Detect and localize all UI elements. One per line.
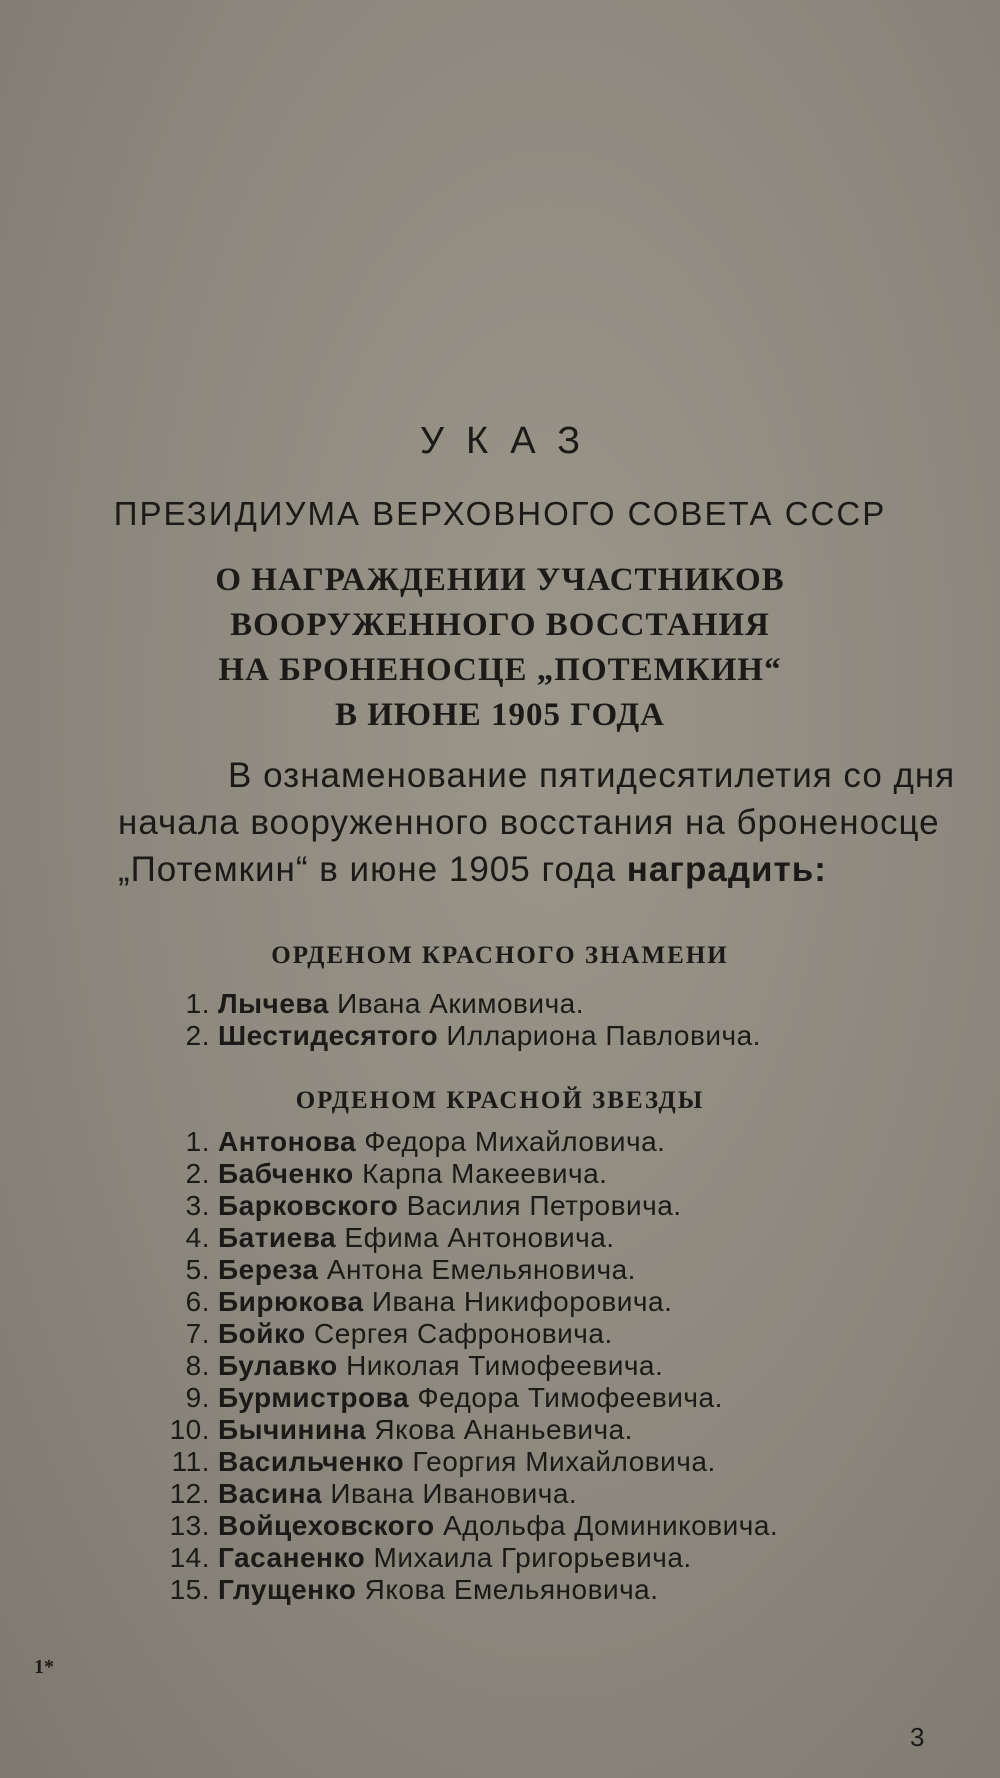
- list-item: [150, 1318, 778, 1350]
- recipient-name: Федора Тимофеевича.: [417, 1382, 723, 1413]
- item-number: 3.: [185, 1190, 210, 1221]
- item-number: 2.: [185, 1020, 210, 1051]
- item-number: 5.: [185, 1254, 210, 1285]
- list-item: [150, 1574, 778, 1606]
- intro-paragraph: [118, 752, 978, 893]
- document-issuer: ПРЕЗИДИУМА ВЕРХОВНОГО СОВЕТА СССР: [113, 495, 887, 532]
- heading-line: В ИЮНЕ 1905 ГОДА: [335, 697, 665, 733]
- heading-line: ВООРУЖЕННОГО ВОССТАНИЯ: [230, 607, 770, 643]
- recipient-name: Николая Тимофеевича.: [346, 1350, 664, 1381]
- recipient-surname: Лычева: [218, 988, 329, 1019]
- intro-line: [118, 846, 978, 893]
- recipient-surname: Войцеховского: [218, 1510, 435, 1541]
- recipient-name: Якова Емельяновича.: [364, 1574, 659, 1605]
- item-number: 7.: [185, 1318, 210, 1349]
- list-item: [150, 1158, 778, 1190]
- recipient-name: Ивана Никифоровича.: [371, 1286, 673, 1317]
- item-number: 13.: [169, 1510, 210, 1541]
- list-item: [150, 1126, 778, 1158]
- recipient-surname: Бойко: [218, 1318, 306, 1349]
- recipient-name: Ивана Акимовича.: [337, 988, 585, 1019]
- item-number: 10.: [169, 1414, 210, 1445]
- recipient-surname: Бычинина: [218, 1414, 367, 1445]
- recipient-surname: Гасаненко: [218, 1542, 366, 1573]
- intro-line: начала вооруженного восстания на броненосце: [118, 803, 940, 842]
- recipient-name: Якова Ананьевича.: [374, 1414, 633, 1445]
- recipient-name: Карпа Макеевича.: [362, 1158, 608, 1189]
- recipient-list-red-star: [150, 1126, 778, 1606]
- recipient-name: Василия Петровича.: [406, 1190, 682, 1221]
- document-title: УКАЗ: [419, 420, 603, 462]
- list-item: [150, 1510, 778, 1542]
- item-number: 14.: [169, 1542, 210, 1573]
- item-number: 15.: [169, 1574, 210, 1605]
- recipient-name: Михаила Григорьевича.: [373, 1542, 692, 1573]
- item-number: 9.: [185, 1382, 210, 1413]
- recipient-surname: Бирюкова: [218, 1286, 364, 1317]
- list-item: [150, 1222, 778, 1254]
- list-item: [150, 1254, 778, 1286]
- recipient-surname: Глущенко: [218, 1574, 357, 1605]
- recipient-surname: Булавко: [218, 1350, 338, 1381]
- recipient-name: Федора Михайловича.: [364, 1126, 666, 1157]
- recipient-surname: Васина: [218, 1478, 323, 1509]
- recipient-surname: Батиева: [218, 1222, 337, 1253]
- item-number: 2.: [185, 1158, 210, 1189]
- recipient-list-red-banner: [150, 988, 761, 1052]
- list-item: [150, 1542, 778, 1574]
- heading-line: О НАГРАЖДЕНИИ УЧАСТНИКОВ: [215, 562, 785, 598]
- recipient-surname: Бурмистрова: [218, 1382, 410, 1413]
- order-title-red-banner: ОРДЕНОМ КРАСНОГО ЗНАМЕНИ: [271, 942, 729, 969]
- recipient-name: Георгия Михайловича.: [412, 1446, 716, 1477]
- recipient-surname: Васильченко: [218, 1446, 405, 1477]
- recipient-surname: Береза: [218, 1254, 319, 1285]
- list-item: [150, 1020, 761, 1052]
- intro-verb: наградить:: [626, 850, 827, 889]
- signature-mark: 1*: [34, 1656, 54, 1678]
- list-item: [150, 988, 761, 1020]
- item-number: 4.: [185, 1222, 210, 1253]
- list-item: [150, 1446, 778, 1478]
- recipient-name: Ефима Антоновича.: [344, 1222, 615, 1253]
- item-number: 6.: [185, 1286, 210, 1317]
- item-number: 8.: [185, 1350, 210, 1381]
- page-number: 3: [910, 1722, 925, 1752]
- recipient-name: Ивана Ивановича.: [330, 1478, 578, 1509]
- recipient-surname: Шестидесятого: [218, 1020, 439, 1051]
- list-item: [150, 1190, 778, 1222]
- item-number: 12.: [169, 1478, 210, 1509]
- list-item: [150, 1350, 778, 1382]
- item-number: 1.: [185, 1126, 210, 1157]
- item-number: 1.: [185, 988, 210, 1019]
- recipient-name: Антона Емельяновича.: [326, 1254, 636, 1285]
- recipient-name: Сергея Сафроновича.: [313, 1318, 613, 1349]
- list-item: [150, 1414, 778, 1446]
- list-item: [150, 1382, 778, 1414]
- order-title-red-star: ОРДЕНОМ КРАСНОЙ ЗВЕЗДЫ: [295, 1087, 705, 1114]
- intro-line: В ознаменование пятидесятилетия со дня: [228, 756, 956, 795]
- recipient-surname: Бабченко: [218, 1158, 354, 1189]
- heading-line: НА БРОНЕНОСЦЕ „ПОТЕМКИН“: [218, 652, 782, 688]
- intro-line-text: „Потемкин“ в июне 1905 года: [118, 850, 617, 889]
- recipient-surname: Барковского: [218, 1190, 399, 1221]
- recipient-surname: Антонова: [218, 1126, 357, 1157]
- recipient-name: Иллариона Павловича.: [446, 1020, 761, 1051]
- list-item: [150, 1478, 778, 1510]
- recipient-name: Адольфа Доминиковича.: [442, 1510, 779, 1541]
- list-item: [150, 1286, 778, 1318]
- document-heading: [0, 558, 1000, 738]
- item-number: 11.: [171, 1446, 210, 1477]
